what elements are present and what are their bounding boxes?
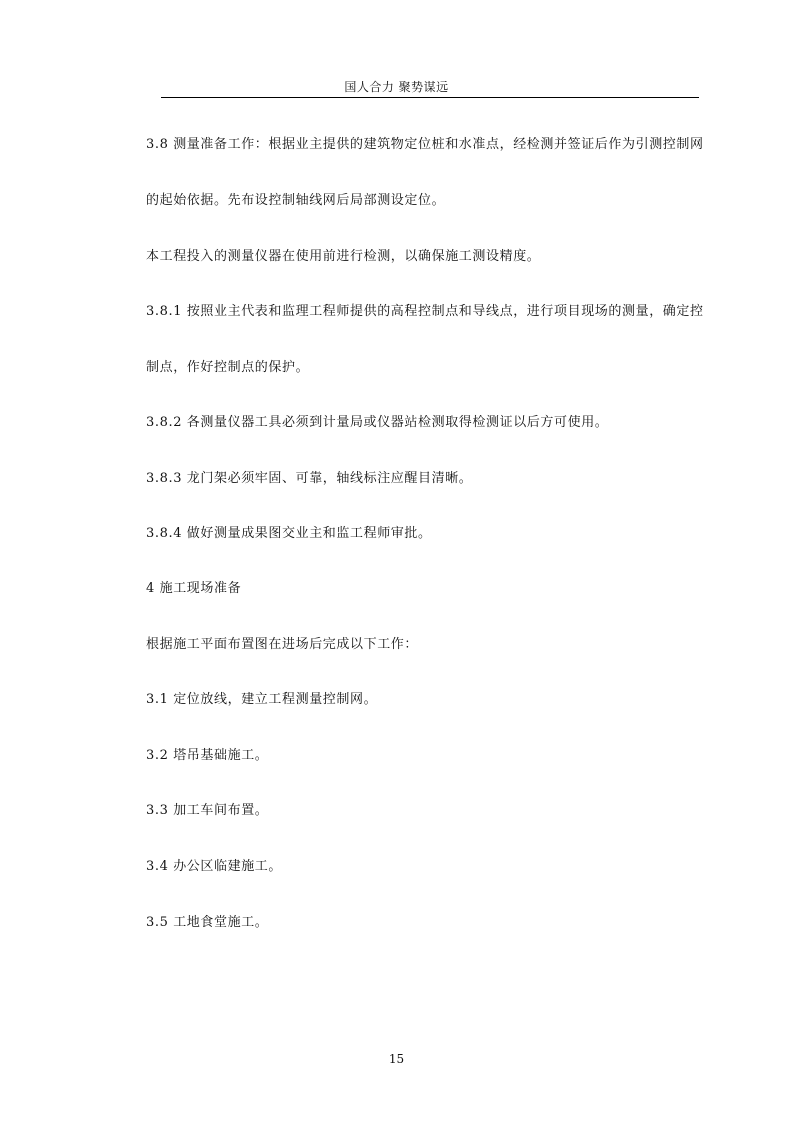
page-number: 15 xyxy=(388,1052,405,1066)
paragraph-line: 3.8.2 各测量仪器工具必须到计量局或仪器站检测取得检测证以后方可使用。 xyxy=(146,415,609,430)
section-heading: 4 施工现场准备 xyxy=(146,581,242,596)
paragraph-line: 制点，作好控制点的保护。 xyxy=(146,360,310,375)
list-item: 3.4 办公区临建施工。 xyxy=(146,859,283,874)
paragraph-line: 3.8 测量准备工作：根据业主提供的建筑物定位桩和水准点，经检测并签证后作为引测控制网 xyxy=(146,137,704,152)
list-item: 3.5 工地食堂施工。 xyxy=(146,915,269,930)
paragraph-line: 根据施工平面布置图在进场后完成以下工作： xyxy=(146,637,419,652)
paragraph-line: 3.8.3 龙门架必须牢固、可靠，轴线标注应醒目清晰。 xyxy=(146,471,473,486)
list-item: 3.2 塔吊基础施工。 xyxy=(146,748,269,763)
paragraph-line: 3.8.4 做好测量成果图交业主和监工程师审批。 xyxy=(146,526,432,541)
paragraph-line: 3.8.1 按照业主代表和监理工程师提供的高程控制点和导线点，进行项目现场的测量，确定控 xyxy=(146,304,704,319)
list-item: 3.1 定位放线，建立工程测量控制网。 xyxy=(146,692,378,707)
list-item: 3.3 加工车间布置。 xyxy=(146,803,269,818)
page-header: 国人合力 聚势谋远 xyxy=(344,80,449,94)
paragraph-line: 的起始依据。先布设控制轴线网后局部测设定位。 xyxy=(146,193,446,208)
paragraph-line: 本工程投入的测量仪器在使用前进行检测，以确保施工测设精度。 xyxy=(146,249,541,264)
